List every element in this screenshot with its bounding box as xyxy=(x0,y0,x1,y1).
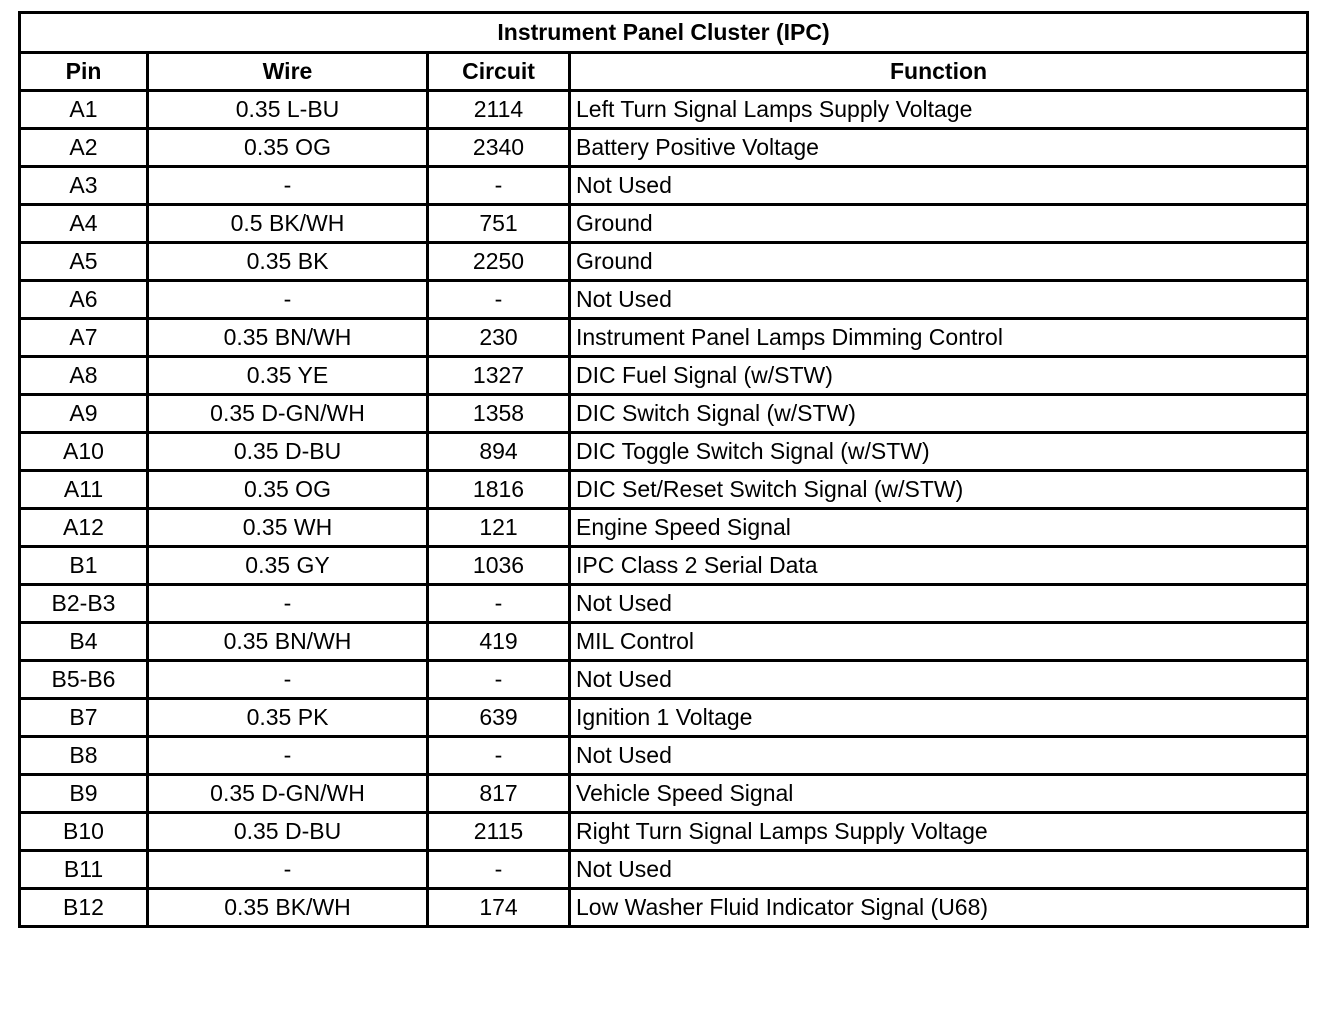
function-cell: Engine Speed Signal xyxy=(570,509,1308,547)
table-title: Instrument Panel Cluster (IPC) xyxy=(20,13,1308,53)
function-cell: Low Washer Fluid Indicator Signal (U68) xyxy=(570,889,1308,927)
circuit-cell: 419 xyxy=(428,623,570,661)
wire-cell: - xyxy=(148,585,428,623)
circuit-cell: 1358 xyxy=(428,395,570,433)
function-cell: Right Turn Signal Lamps Supply Voltage xyxy=(570,813,1308,851)
circuit-cell: 2340 xyxy=(428,129,570,167)
function-cell: DIC Switch Signal (w/STW) xyxy=(570,395,1308,433)
function-cell: DIC Toggle Switch Signal (w/STW) xyxy=(570,433,1308,471)
wire-cell: - xyxy=(148,851,428,889)
pin-rows xyxy=(20,91,1308,927)
table-row xyxy=(20,509,1308,547)
wire-cell: 0.35 WH xyxy=(148,509,428,547)
table-row xyxy=(20,243,1308,281)
circuit-cell: - xyxy=(428,851,570,889)
table-row xyxy=(20,699,1308,737)
pin-cell: A3 xyxy=(20,167,148,205)
function-cell: Ground xyxy=(570,205,1308,243)
wire-cell: - xyxy=(148,737,428,775)
pin-cell: B4 xyxy=(20,623,148,661)
table-row xyxy=(20,623,1308,661)
circuit-cell: 2114 xyxy=(428,91,570,129)
wire-cell: 0.35 YE xyxy=(148,357,428,395)
circuit-cell: 1036 xyxy=(428,547,570,585)
circuit-cell: 817 xyxy=(428,775,570,813)
wire-cell: 0.35 BN/WH xyxy=(148,623,428,661)
pin-cell: A4 xyxy=(20,205,148,243)
table-row xyxy=(20,889,1308,927)
circuit-cell: - xyxy=(428,661,570,699)
circuit-cell: 121 xyxy=(428,509,570,547)
header-wire: Wire xyxy=(148,53,428,91)
table-row xyxy=(20,281,1308,319)
wire-cell: - xyxy=(148,281,428,319)
pin-cell: A1 xyxy=(20,91,148,129)
circuit-cell: 751 xyxy=(428,205,570,243)
circuit-cell: 2250 xyxy=(428,243,570,281)
circuit-cell: - xyxy=(428,585,570,623)
circuit-cell: - xyxy=(428,167,570,205)
pin-cell: A5 xyxy=(20,243,148,281)
table-row xyxy=(20,167,1308,205)
pin-cell: A2 xyxy=(20,129,148,167)
pin-cell: B12 xyxy=(20,889,148,927)
table-row xyxy=(20,661,1308,699)
function-cell: DIC Set/Reset Switch Signal (w/STW) xyxy=(570,471,1308,509)
function-cell: Battery Positive Voltage xyxy=(570,129,1308,167)
circuit-cell: 639 xyxy=(428,699,570,737)
pin-cell: B8 xyxy=(20,737,148,775)
pin-cell: A7 xyxy=(20,319,148,357)
circuit-cell: 1816 xyxy=(428,471,570,509)
table-row xyxy=(20,813,1308,851)
function-cell: Not Used xyxy=(570,167,1308,205)
wire-cell: 0.35 OG xyxy=(148,471,428,509)
circuit-cell: 2115 xyxy=(428,813,570,851)
pin-cell: B1 xyxy=(20,547,148,585)
wire-cell: 0.35 D-BU xyxy=(148,813,428,851)
pin-cell: A10 xyxy=(20,433,148,471)
table-row xyxy=(20,319,1308,357)
wire-cell: 0.35 GY xyxy=(148,547,428,585)
pin-cell: B11 xyxy=(20,851,148,889)
pin-cell: B10 xyxy=(20,813,148,851)
wire-cell: - xyxy=(148,661,428,699)
table-row xyxy=(20,433,1308,471)
table-row xyxy=(20,737,1308,775)
circuit-cell: 894 xyxy=(428,433,570,471)
function-cell: IPC Class 2 Serial Data xyxy=(570,547,1308,585)
pin-cell: A6 xyxy=(20,281,148,319)
function-cell: Not Used xyxy=(570,851,1308,889)
wire-cell: 0.35 PK xyxy=(148,699,428,737)
pin-cell: A12 xyxy=(20,509,148,547)
circuit-cell: 230 xyxy=(428,319,570,357)
wire-cell: 0.35 D-GN/WH xyxy=(148,395,428,433)
function-cell: Not Used xyxy=(570,737,1308,775)
pin-cell: B2-B3 xyxy=(20,585,148,623)
table-row xyxy=(20,547,1308,585)
pin-cell: B7 xyxy=(20,699,148,737)
table-row xyxy=(20,357,1308,395)
circuit-cell: - xyxy=(428,737,570,775)
wire-cell: 0.35 D-BU xyxy=(148,433,428,471)
pin-cell: A11 xyxy=(20,471,148,509)
function-cell: Not Used xyxy=(570,585,1308,623)
function-cell: Not Used xyxy=(570,661,1308,699)
function-cell: Not Used xyxy=(570,281,1308,319)
wire-cell: 0.35 D-GN/WH xyxy=(148,775,428,813)
wire-cell: 0.35 BK/WH xyxy=(148,889,428,927)
function-cell: MIL Control xyxy=(570,623,1308,661)
circuit-cell: - xyxy=(428,281,570,319)
header-pin: Pin xyxy=(20,53,148,91)
wire-cell: 0.35 OG xyxy=(148,129,428,167)
table-row xyxy=(20,91,1308,129)
table-row xyxy=(20,851,1308,889)
function-cell: Ground xyxy=(570,243,1308,281)
table-row xyxy=(20,395,1308,433)
function-cell: Ignition 1 Voltage xyxy=(570,699,1308,737)
function-cell: Instrument Panel Lamps Dimming Control xyxy=(570,319,1308,357)
table-row xyxy=(20,205,1308,243)
pin-cell: B5-B6 xyxy=(20,661,148,699)
table-row xyxy=(20,471,1308,509)
table-row xyxy=(20,585,1308,623)
function-cell: Left Turn Signal Lamps Supply Voltage xyxy=(570,91,1308,129)
wire-cell: 0.35 BN/WH xyxy=(148,319,428,357)
table-row xyxy=(20,775,1308,813)
function-cell: Vehicle Speed Signal xyxy=(570,775,1308,813)
wire-cell: 0.35 BK xyxy=(148,243,428,281)
pin-cell: A8 xyxy=(20,357,148,395)
header-function: Function xyxy=(570,53,1308,91)
table-row xyxy=(20,129,1308,167)
pin-cell: B9 xyxy=(20,775,148,813)
circuit-cell: 1327 xyxy=(428,357,570,395)
wire-cell: - xyxy=(148,167,428,205)
wire-cell: 0.5 BK/WH xyxy=(148,205,428,243)
pin-cell: A9 xyxy=(20,395,148,433)
wire-cell: 0.35 L-BU xyxy=(148,91,428,129)
header-circuit: Circuit xyxy=(428,53,570,91)
header-row xyxy=(20,53,1308,91)
ipc-pin-table xyxy=(18,11,1309,928)
function-cell: DIC Fuel Signal (w/STW) xyxy=(570,357,1308,395)
circuit-cell: 174 xyxy=(428,889,570,927)
title-row xyxy=(20,13,1308,53)
